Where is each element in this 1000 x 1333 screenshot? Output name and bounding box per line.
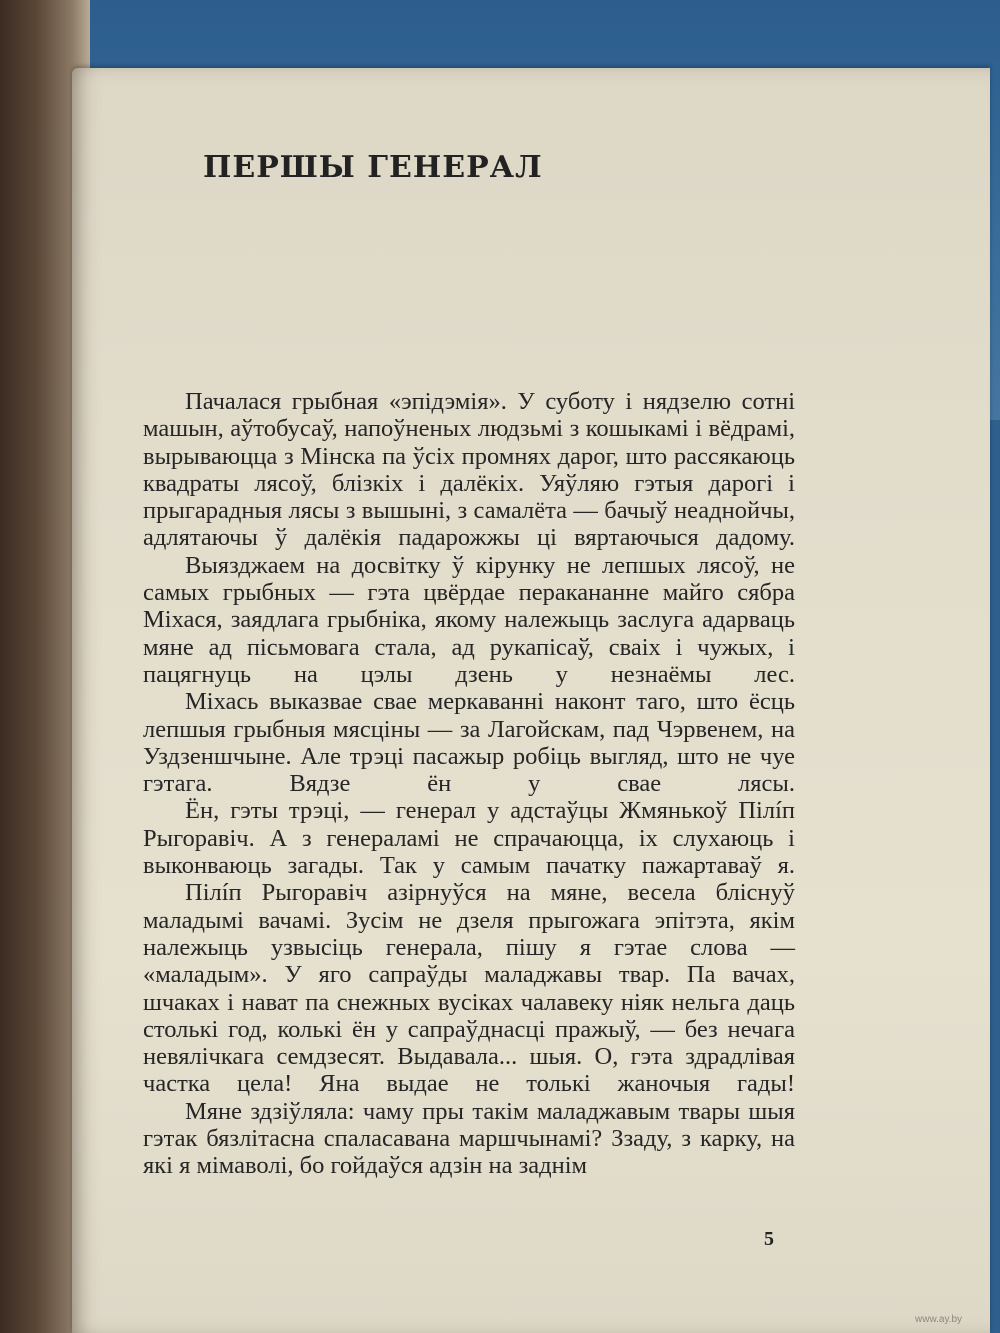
watermark: www.ay.by [915,1314,963,1325]
paragraph-6: Мяне здзіўляла: чаму пры такім маладжавым твары шыя гэтак бязлітасна спаласавана маршчынамі? Ззаду, з карку, на які я мімаволі, бо гойдаўся адзін на заднім [143,1097,795,1180]
body-text [143,388,795,1180]
paragraph-4: Ён, гэты трэці, — генерал у адстаўцы Жмянькоў Пілíп Рыгоравіч. А з генераламі не спрачаюцца, іх слухаюць і выконваюць загады. Так у самым пачатку пажартаваў я. [143,797,795,880]
page-number: 5 [764,1228,774,1250]
chapter-title: ПЕРШЫ ГЕНЕРАЛ [203,150,543,185]
paragraph-5: Пілíп Рыгоравіч азірнуўся на мяне, весела бліснуў маладымі вачамі. Зусім не дзеля прыгожага эпітэта, якім належыць узвысіць генерала, пішу я гэтае слова — «маладым». У яго сапраўды маладжавы твар. Па вачах, шчаках і нават па снежных вусіках чалавеку ніяк нельга даць столькі год, колькі ён у сапраўднасці пражыў, — без нечага невялічкага семдзесят. Выдавала... шыя. О, гэта здрадлівая частка цела! Яна выдае не толькі жаночыя гады! [143,879,795,1098]
paragraph-1: Пачалася грыбная «эпідэмія». У суботу і нядзелю сотні машын, аўтобусаў, напоўненых людзьмі з кошыкамі і вёдрамі, вырываюцца з Мінска па ўсіх промнях дарог, што рассякаюць квадраты лясоў, блізкіх і далёкіх. Уяўляю гэтыя дарогі і прыгарадныя лясы з вышыні, з самалёта — бачыў неаднойчы, адлятаючы ў далёкія падарожжы ці вяртаючыся дадому. [143,388,795,552]
paragraph-3: Міхась выказвае свае меркаванні наконт таго, што ёсць лепшыя грыбныя мясціны — за Лагойскам, пад Чэрвенем, на Уздзеншчыне. Але трэці пасажыр робіць выгляд, што не чуе гэтага. Вядзе ён у свае лясы. [143,688,795,798]
paragraph-2: Выязджаем на досвітку ў кірунку не лепшых лясоў, не самых грыбных — гэта цвёрдае перакананне майго сябра Міхася, заядлага грыбніка, якому належыць заслуга адарваць мяне ад пісьмовага стала, ад рукапісаў, сваіх і чужых, і пацягнуць на цэлы дзень у незнаёмы лес. [143,551,795,688]
